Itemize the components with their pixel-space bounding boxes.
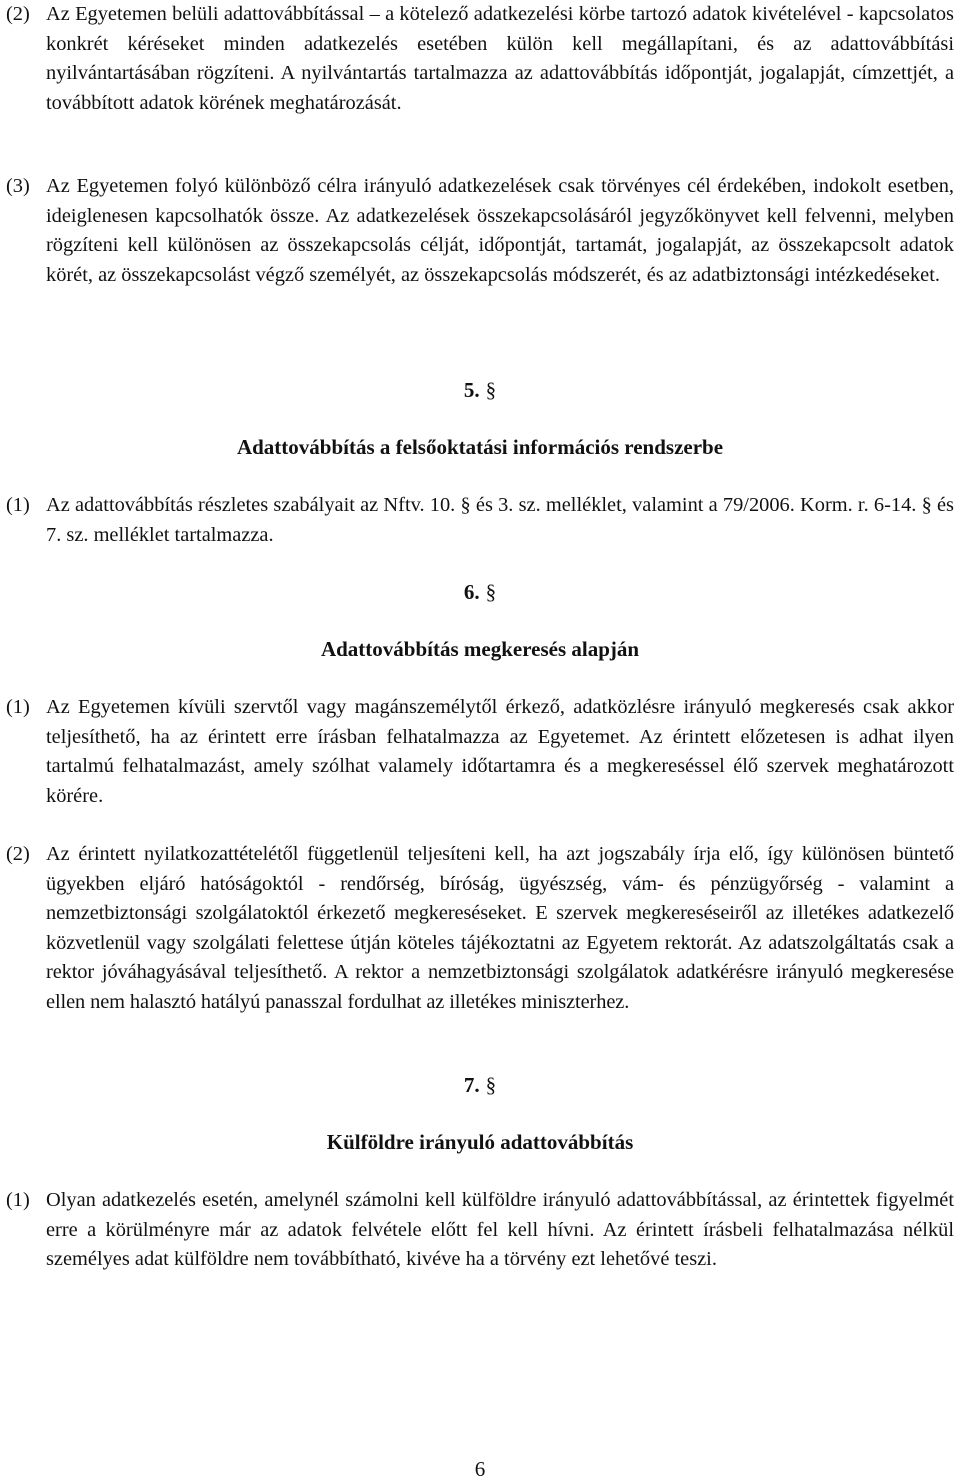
- paragraph-6-1: [6, 693, 954, 811]
- section-number: 7.: [463, 1073, 480, 1097]
- section-7-title: Külföldre irányuló adattovábbítás: [326, 1130, 634, 1154]
- paragraph-number: (2): [6, 843, 30, 865]
- paragraph-text: Olyan adatkezelés esetén, amelynél számolni kell külföldre irányuló adattovábbítással, az érintettek figyelmét erre a körülményre már az adatok felvétele előtt fel kell hívni. Az érintett írásbeli felhatalmazása nélkül személyes adat külföldre nem továbbítható, kivéve ha a törvény ezt lehetővé teszi.: [46, 1189, 954, 1270]
- paragraph-number: (1): [6, 1189, 30, 1211]
- page-number: 6: [474, 1457, 486, 1481]
- section-number: 6.: [463, 580, 480, 604]
- paragraph-text: Az Egyetemen kívüli szervtől vagy magánszemélytől érkező, adatközlésre irányuló megkeresés csak akkor teljesíthető, ha az érintett erre írásban felhatalmazza az Egyetemet. Az érintett előzetesen is adhat ilyen tartalmú felhatalmazást, amely szólhat valamely időtartamra és a megkereséssel élő szervek meghatározott körére.: [46, 696, 954, 807]
- section-5-title: Adattovábbítás a felsőoktatási információs rendszerbe: [236, 435, 724, 459]
- section-7-heading-number: [0, 1072, 960, 1098]
- paragraph-number: (3): [6, 175, 30, 197]
- paragraph-7-1: [6, 1186, 954, 1275]
- section-number: 5.: [463, 378, 480, 402]
- paragraph-6-2: [6, 840, 954, 1017]
- paragraph-text: Az adattovábbítás részletes szabályait az Nftv. 10. § és 3. sz. melléklet, valamint a 79/2006. Korm. r. 6-14. § és 7. sz. melléklet tartalmazza.: [46, 494, 954, 546]
- paragraph-4-2: [6, 0, 954, 118]
- section-6-heading-number: [0, 579, 960, 605]
- paragraph-text: Az Egyetemen folyó különböző célra irányuló adatkezelések csak törvényes cél érdekében, indokolt esetben, ideiglenesen kapcsolhatók össze. Az adatkezelések összekapcsolásáról jegyzőkönyvet kell felvenni, melyben rögzíteni kell különösen az összekapcsolás célját, időpontját, tartamát, jogalapját, az összekapcsolt adatok körét, az összekapcsolást végző személyét, az összekapcsolás módszerét, és az adatbiztonsági intézkedéseket.: [46, 175, 954, 286]
- section-sign: §: [485, 1073, 497, 1097]
- paragraph-number: (1): [6, 696, 30, 718]
- section-sign: §: [485, 378, 497, 402]
- section-6-title: Adattovábbítás megkeresés alapján: [320, 637, 640, 661]
- section-sign: §: [485, 580, 497, 604]
- paragraph-text: Az Egyetemen belüli adattovábbítással – a kötelező adatkezelési körbe tartozó adatok kivételével - kapcsolatos konkrét kéréseket minden adatkezelés esetében külön kell megállapítani, és az adattovábbítási nyilvántartásában rögzíteni. A nyilvántartás tartalmazza az adattovábbítás időpontját, jogalapját, címzettjét, a továbbított adatok körének meghatározását.: [46, 3, 954, 114]
- paragraph-5-1: [6, 491, 954, 550]
- paragraph-text: Az érintett nyilatkozattételétől függetlenül teljesíteni kell, ha azt jogszabály írja elő, így különösen büntető ügyekben eljáró hatóságoktól - rendőrség, bíróság, ügyészség, vám- és pénzügyőrség - valamint a nemzetbiztonsági szolgálatoktól érkezető megkereséseket. E szervek megkereséseiről az illetékes adatkezelő közvetlenül vagy szolgálati felettese útján köteles tájékoztatni az Egyetem rektorát. Az adatszolgáltatás csak a rektor jóváhagyásával teljesíthető. A rektor a nemzetbiztonsági szolgálatok adatkérésre irányuló megkeresése ellen nem halasztó hatályú panasszal fordulhat az illetékes miniszterhez.: [46, 843, 954, 1013]
- paragraph-number: (2): [6, 3, 30, 25]
- paragraph-number: (1): [6, 494, 30, 516]
- paragraph-4-3: [6, 172, 954, 290]
- section-5-heading-number: [0, 377, 960, 403]
